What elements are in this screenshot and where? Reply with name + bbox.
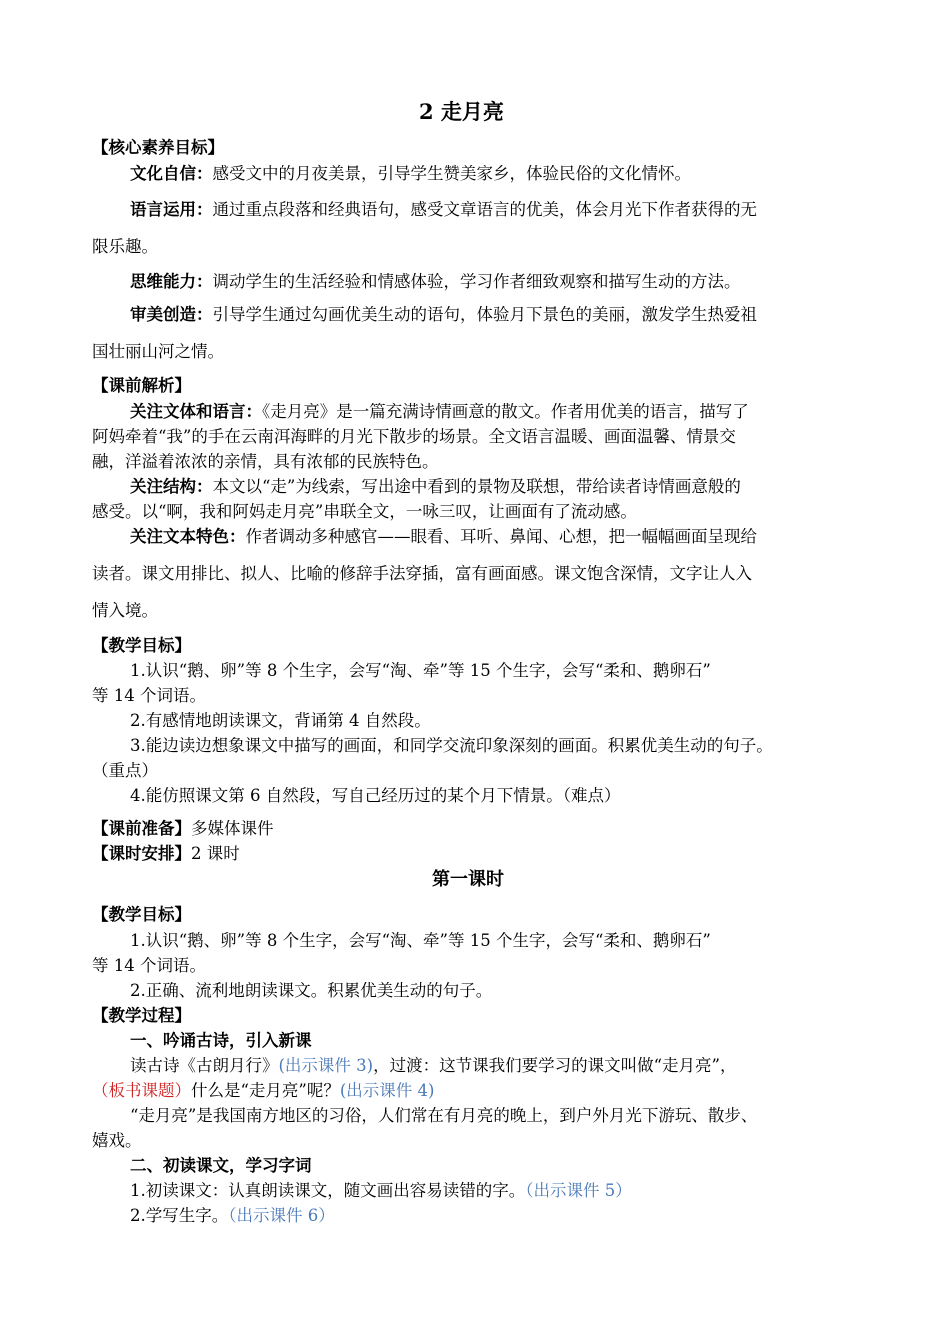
process-step-1-line4: 嬉戏。: [92, 1131, 142, 1150]
analysis-label: 关注文体和语言：: [130, 402, 262, 421]
analysis-text: 本文以“走”为线索，写出途中看到的景物及联想，带给读者诗情画意般的: [212, 477, 741, 496]
courseware-ref: （出示课件 6）: [228, 1206, 335, 1225]
lesson-title: 第一课时: [432, 869, 504, 890]
lesson-goal-2: 2.正确、流利地朗读课文。积累优美生动的句子。: [130, 981, 493, 1000]
section-header-core-goals: 【核心素养目标】: [92, 138, 224, 157]
core-goal-2: [130, 199, 757, 221]
teaching-goal-1-cont: 等 14 个词语。: [92, 686, 206, 705]
analysis-p2: [130, 476, 741, 498]
process-step-2-line1: [130, 1180, 632, 1202]
teaching-goal-3: 3.能边读边想象课文中描写的画面，和同学交流印象深刻的画面。积累优美生动的句子。: [130, 736, 773, 755]
prep-label: 【课前准备】: [92, 819, 191, 838]
analysis-text: 作者调动多种感官——眼看、耳听、鼻闻、心想，把一幅幅画面呈现给: [245, 527, 757, 546]
analysis-p3: [130, 526, 757, 548]
schedule-value: 2 课时: [191, 844, 240, 863]
core-goal-4: [130, 304, 757, 326]
core-goal-text: 调动学生的生活经验和情感体验，学习作者细致观察和描写生动的方法。: [212, 272, 741, 291]
process-step-2: 二、初读课文，学习字词: [130, 1156, 312, 1175]
core-goal-label: 审美创造：: [130, 305, 213, 324]
text: 2.学写生字。: [130, 1206, 229, 1225]
lesson-goal-1: 1.认识“鹅、卵”等 8 个生字，会写“淘、牵”等 15 个生字，会写“柔和、鹅卵石”: [130, 931, 711, 950]
core-goal-3: [130, 271, 741, 293]
analysis-p1-line3: 融，洋溢着浓浓的亲情，具有浓郁的民族特色。: [92, 452, 439, 471]
analysis-p1: [130, 401, 749, 423]
core-goal-2-cont: 限乐趣。: [92, 237, 158, 256]
core-goal-4-cont: 国壮丽山河之情。: [92, 342, 224, 361]
text: 1.初读课文：认真朗读课文，随文画出容易读错的字。: [130, 1181, 526, 1200]
core-goal-label: 语言运用：: [130, 200, 213, 219]
core-goal-text: 引导学生通过勾画优美生动的语句，体验月下景色的美丽，激发学生热爱祖: [212, 305, 757, 324]
teaching-goal-1: 1.认识“鹅、卵”等 8 个生字，会写“淘、牵”等 15 个生字，会写“柔和、鹅卵石”: [130, 661, 711, 680]
prep-value: 多媒体课件: [191, 819, 274, 838]
analysis-p2-line2: 感受。以“啊，我和阿妈走月亮”串联全文，一咏三叹，让画面有了流动感。: [92, 502, 637, 521]
schedule-label: 【课时安排】: [92, 844, 191, 863]
section-header-teaching-goals: 【教学目标】: [92, 636, 191, 655]
process-step-2-line2: [130, 1205, 335, 1227]
board-note: （板书课题）: [92, 1081, 191, 1100]
core-goal-1: [130, 163, 691, 185]
teaching-goal-2: 2.有感情地朗读课文，背诵第 4 自然段。: [130, 711, 431, 730]
lesson-goal-1-cont: 等 14 个词语。: [92, 956, 206, 975]
courseware-ref: (出示课件 4): [339, 1081, 435, 1100]
schedule-row: [92, 843, 240, 865]
text: 什么是“走月亮”呢？: [191, 1081, 340, 1100]
analysis-p1-line2: 阿妈牵着“我”的手在云南洱海畔的月光下散步的场景。全文语言温暖、画面温馨、情景交: [92, 427, 736, 446]
teaching-goal-3-cont: （重点）: [92, 761, 158, 780]
core-goal-label: 思维能力：: [130, 272, 213, 291]
core-goal-text: 通过重点段落和经典语句，感受文章语言的优美，体会月光下作者获得的无: [212, 200, 757, 219]
process-step-1-line3: “走月亮”是我国南方地区的习俗，人们常在有月亮的晚上，到户外月光下游玩、散步、: [130, 1106, 758, 1125]
analysis-p3-line2: 读者。课文用排比、拟人、比喻的修辞手法穿插，富有画面感。课文饱含深情，文字让人入: [92, 564, 752, 583]
core-goal-text: 感受文中的月夜美景，引导学生赞美家乡，体验民俗的文化情怀。: [212, 164, 691, 183]
lesson-goals-header: 【教学目标】: [92, 905, 191, 924]
text: ，过渡：这节课我们要学习的课文叫做“走月亮”，: [373, 1056, 737, 1075]
process-step-1-line2: [92, 1080, 435, 1102]
process-step-1: 一、吟诵古诗，引入新课: [130, 1031, 312, 1050]
courseware-ref: (出示课件 3): [278, 1056, 374, 1075]
teaching-goal-4: 4.能仿照课文第 6 自然段，写自己经历过的某个月下情景。（难点）: [130, 786, 621, 805]
page-title: 2 走月亮: [419, 99, 504, 124]
analysis-label: 关注文本特色：: [130, 527, 246, 546]
prep-row: [92, 818, 274, 840]
core-goal-label: 文化自信：: [130, 164, 213, 183]
section-header-analysis: 【课前解析】: [92, 376, 191, 395]
analysis-text: 《走月亮》是一篇充满诗情画意的散文。作者用优美的语言，描写了: [262, 402, 749, 421]
analysis-p3-line3: 情入境。: [92, 601, 158, 620]
process-step-1-line1: [130, 1055, 737, 1077]
analysis-label: 关注结构：: [130, 477, 213, 496]
courseware-ref: （出示课件 5）: [525, 1181, 632, 1200]
process-header: 【教学过程】: [92, 1006, 191, 1025]
text: 读古诗《古朗月行》: [130, 1056, 279, 1075]
